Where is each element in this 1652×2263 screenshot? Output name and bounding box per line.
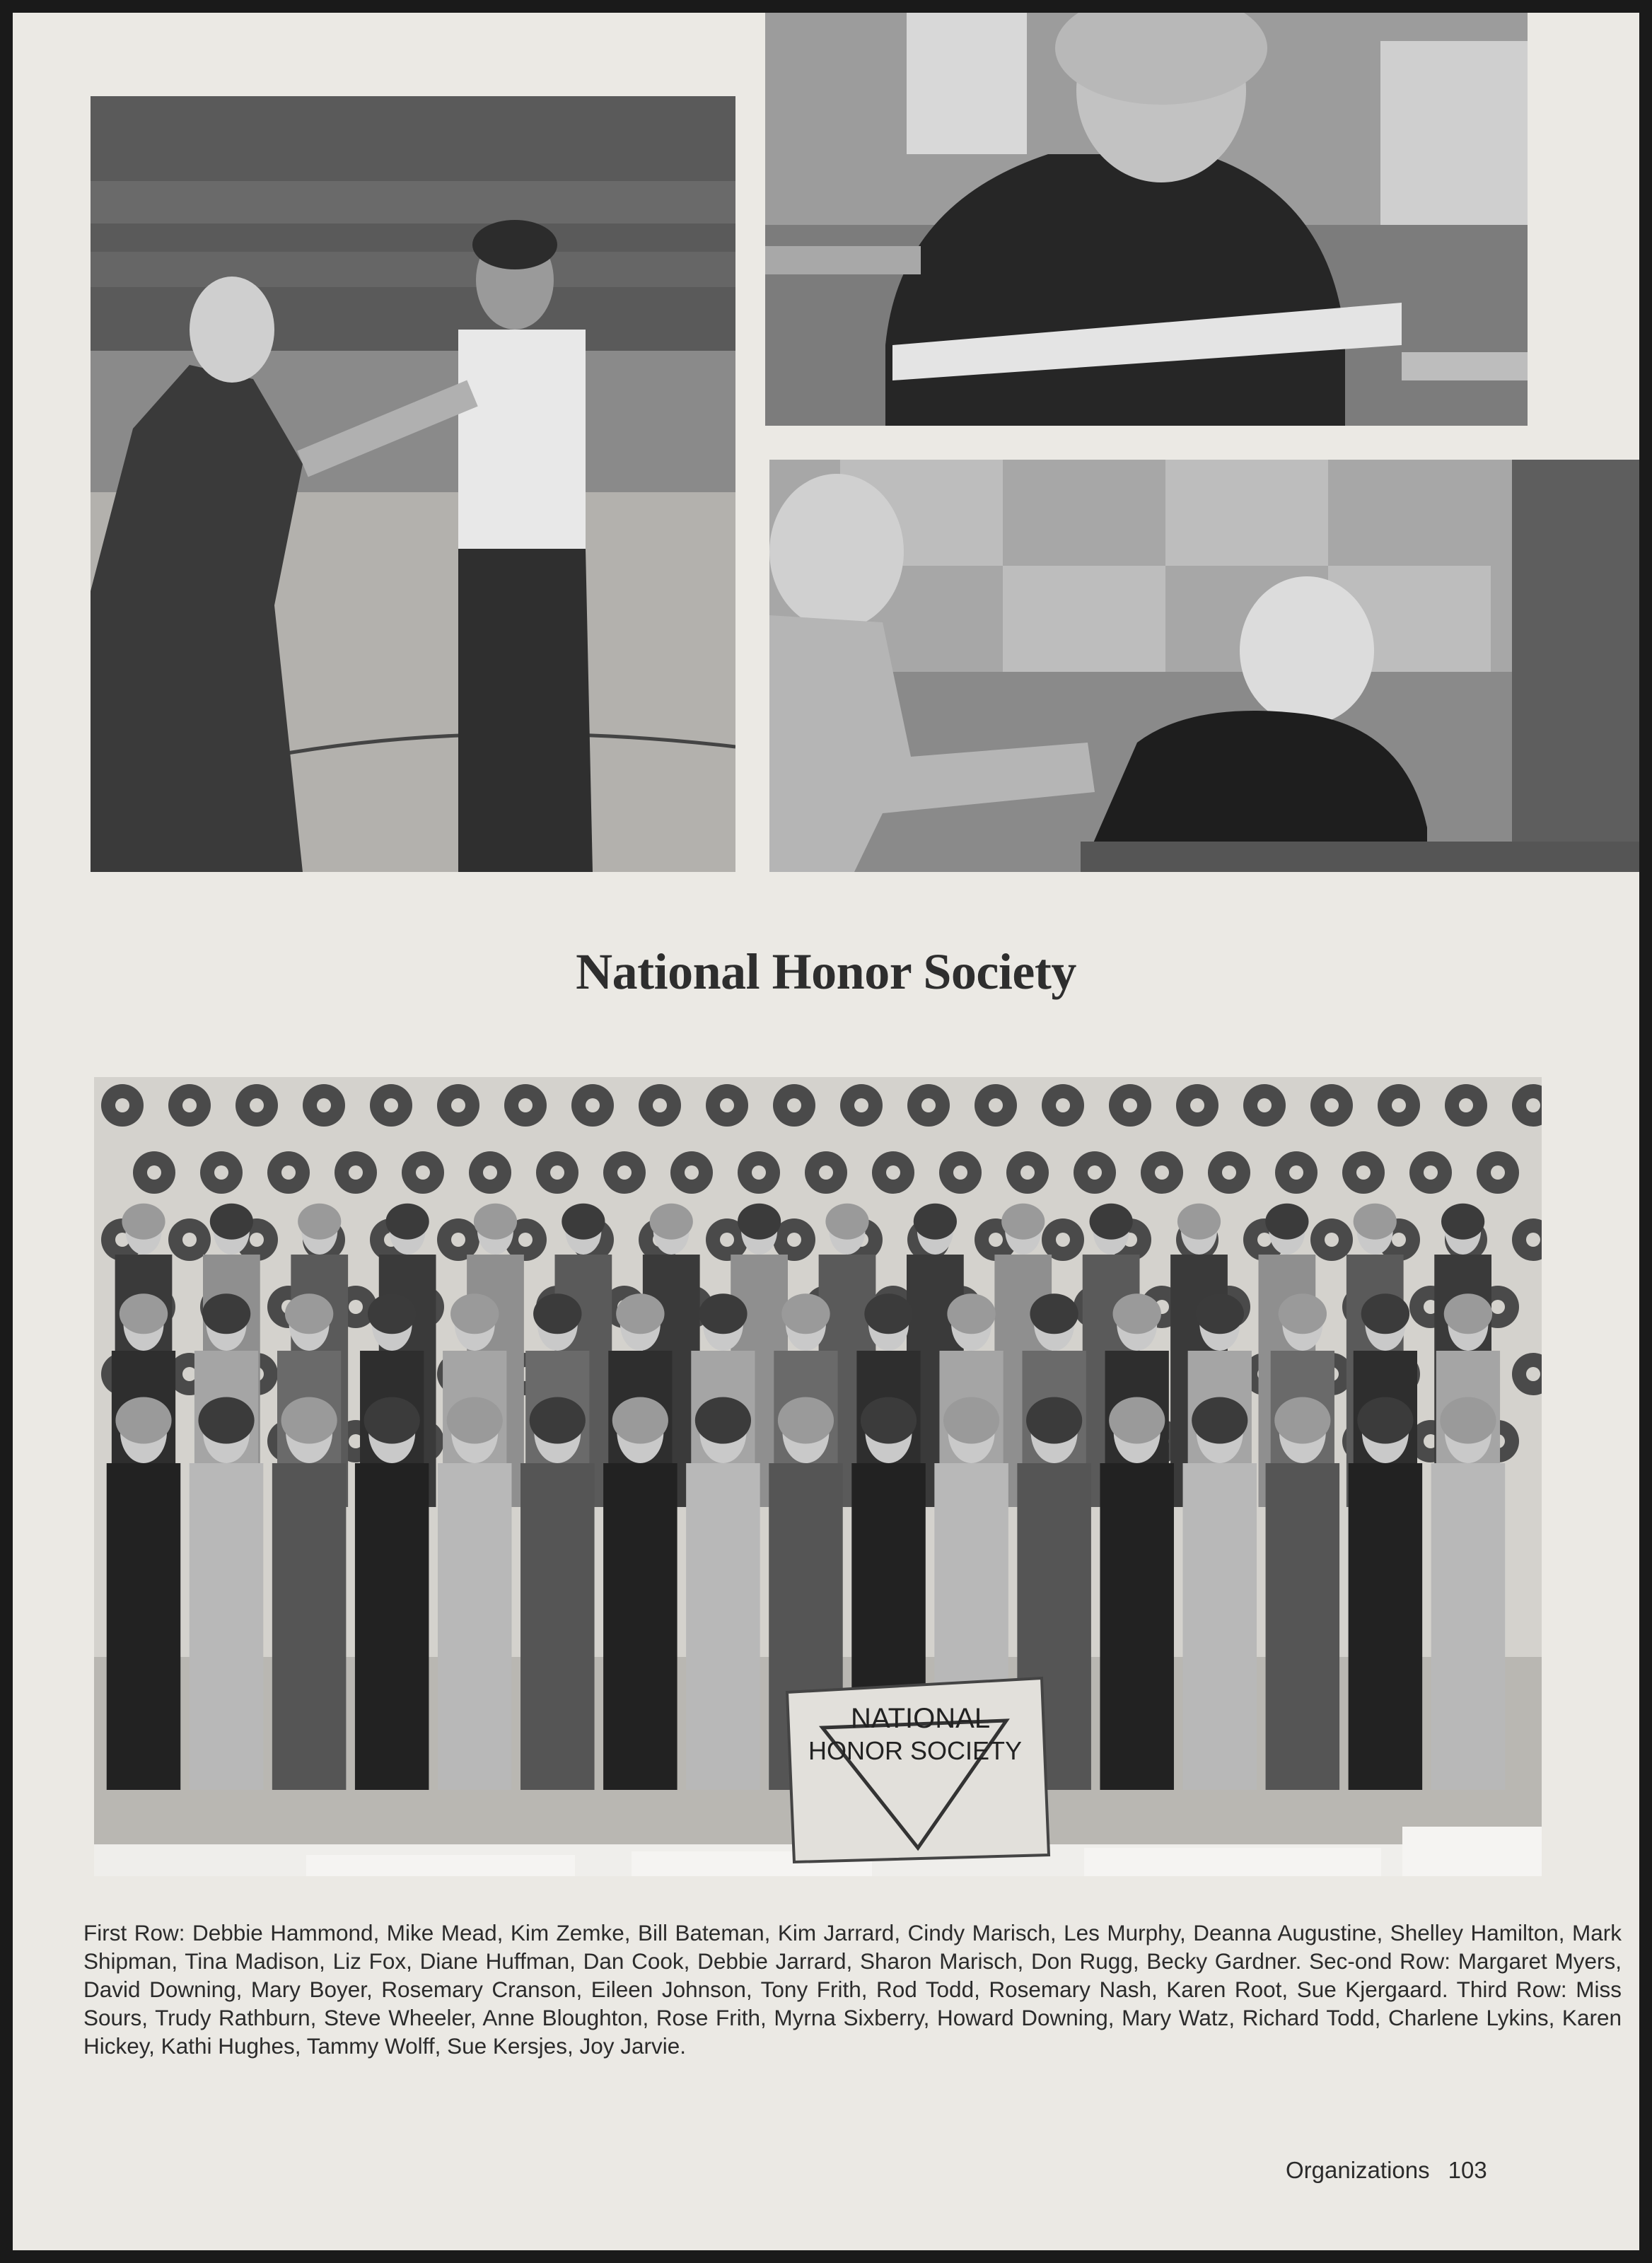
- second-row-label: Sec-ond Row:: [1309, 1948, 1450, 1974]
- photo-group-honor-society: [94, 1077, 1542, 1876]
- honor-society-banner: [787, 1678, 1049, 1862]
- photo-student-writing: [765, 13, 1528, 426]
- banner-line-1: NATIONAL: [851, 1703, 991, 1734]
- second-row-names: Margaret Myers, David Downing, Mary Boyer, Rosemary Cranson, Eileen Johnson, Tony Frith, Rod Todd, Rosemary Nash, Karen Root, Sue Kjergaard.: [83, 1948, 1622, 2002]
- first-row-names: Debbie Hammond, Mike Mead, Kim Zemke, Bill Bateman, Kim Jarrard, Cindy Marisch, Les Murphy, Deanna Augustine, Shelley Hamilton, Mark Shipman, Tina Madison, Liz Fox, Diane Huffman, Dan Cook, Debbie Jarrard, Sharon Marisch, Don Rugg, Becky Gardner.: [83, 1920, 1622, 1974]
- yearbook-page: [13, 13, 1639, 2250]
- banner-line-2: HONOR SOCIETY: [808, 1736, 1023, 1765]
- section-name: Organizations: [1286, 2157, 1430, 2183]
- third-row-label: Third Row:: [1456, 1977, 1567, 2002]
- photo-dancing-couple: [91, 96, 735, 872]
- first-row-label: First Row:: [83, 1920, 185, 1945]
- photo-arm-wrestling: [769, 460, 1639, 872]
- third-row-names: Miss Sours, Trudy Rathburn, Steve Wheeler, Anne Bloughton, Rose Frith, Myrna Sixberry, Howard Downing, Mary Watz, Richard Todd, Charlene Lykins, Karen Hickey, Kathi Hughes, Tammy Wolff, Sue Kersjes, Joy Jarvie.: [83, 1977, 1622, 2059]
- page-folio: [1286, 2157, 1487, 2184]
- photo-caption: [83, 1919, 1622, 2060]
- page-number: 103: [1448, 2157, 1487, 2183]
- page-title: National Honor Society: [576, 943, 1076, 1000]
